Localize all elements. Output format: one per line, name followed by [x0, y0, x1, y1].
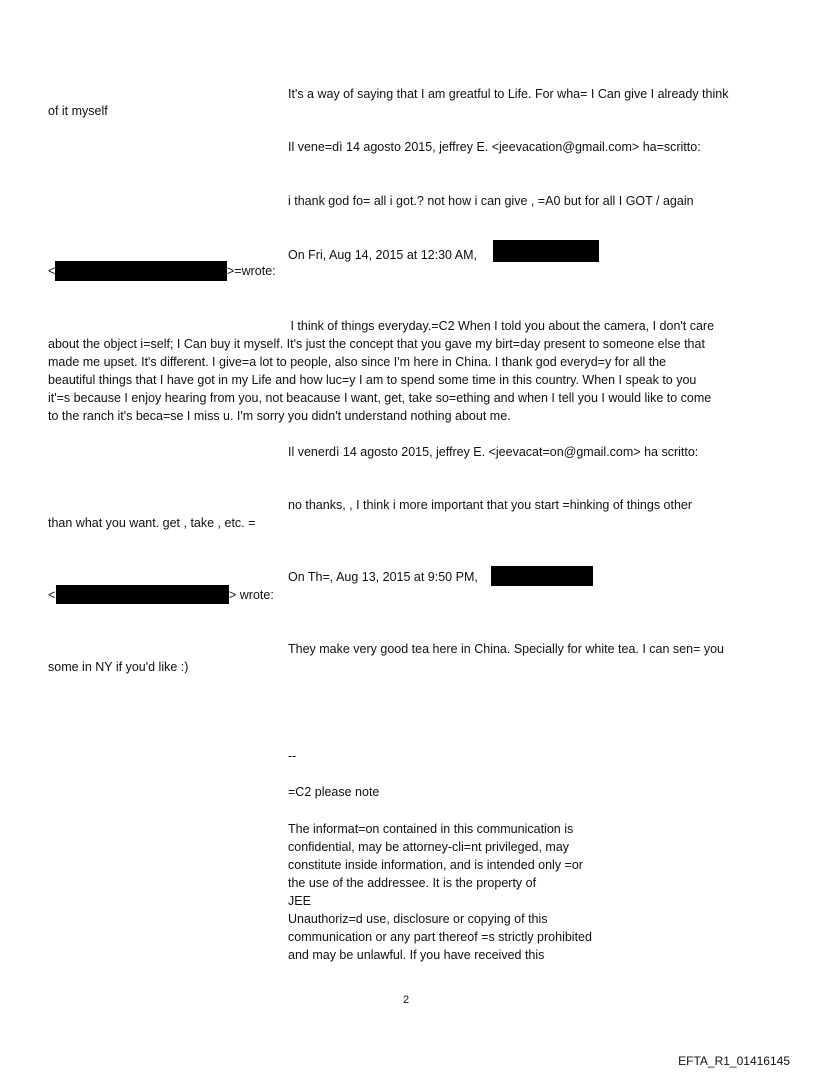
quote-header: On Th=, Aug 13, 2015 at 9:50 PM,: [288, 570, 478, 584]
quoted-message-cont: than what you want. get , take , etc. =: [48, 516, 256, 530]
quote-header: Il venerdì 14 agosto 2015, jeffrey E. <jeevacat=on@gmail.com> ha scritto:: [288, 445, 699, 459]
disclaimer: [288, 820, 648, 964]
quote-header-wrote: >=wrote:: [227, 264, 276, 278]
redaction-box: [56, 585, 229, 604]
signature-note: =C2 please note: [288, 785, 380, 799]
disclaimer-line: the use of the addressee. It is the property of: [288, 876, 537, 890]
quoted-message: They make very good tea here in China. Specially for white tea. I can sen= you: [288, 642, 725, 656]
disclaimer-line: The informat=on contained in this communication is: [288, 822, 574, 836]
page-number: 2: [403, 994, 410, 1006]
quote-header-lt: <: [48, 588, 56, 602]
signature-dash: --: [288, 749, 297, 763]
quote-header: Il vene=dì 14 agosto 2015, jeffrey E. <jeevacation@gmail.com> ha=scritto:: [288, 140, 701, 154]
paragraph-line: beautiful things that I have got in my Life and how luc=y I am to spend some time in this country. When I speak to you: [48, 373, 697, 387]
disclaimer-line: communication or any part thereof =s strictly prohibited: [288, 930, 592, 944]
reply-line: It's a way of saying that I am greatful to Life. For wha= I Can give I already think: [288, 87, 729, 101]
quote-header: On Fri, Aug 14, 2015 at 12:30 AM,: [288, 248, 478, 262]
paragraph-line: I think of things everyday.=C2 When I told you about the camera, I don't care: [287, 319, 715, 333]
quoted-message-cont: some in NY if you'd like :): [48, 660, 189, 674]
paragraph-line: it'=s because I enjoy hearing from you, not beacause I want, get, take so=ething and when I tell you I would like to come: [48, 391, 712, 405]
quote-header-wrote: > wrote:: [229, 588, 274, 602]
disclaimer-line: JEE: [288, 894, 311, 908]
disclaimer-line: and may be unlawful. If you have received this: [288, 948, 545, 962]
paragraph-line: to the ranch it's beca=se I miss u. I'm sorry you didn't understand nothing about me.: [48, 409, 511, 423]
quoted-message: i thank god fo= all i got.? not how i can give , =A0 but for all I GOT / again: [288, 194, 694, 208]
redaction-box: [493, 240, 599, 262]
redaction-box: [55, 261, 227, 281]
paragraph-line: about the object i=self; I Can buy it myself. It's just the concept that you gave my birt=day present to someone else that: [48, 337, 705, 351]
disclaimer-line: confidential, may be attorney-cli=nt privileged, may: [288, 840, 570, 854]
disclaimer-line: constitute inside information, and is intended only =or: [288, 858, 583, 872]
reply-line-cont: of it myself: [48, 104, 108, 118]
quoted-message: no thanks, , I think i more important that you start =hinking of things other: [288, 498, 693, 512]
disclaimer-line: Unauthoriz=d use, disclosure or copying of this: [288, 912, 548, 926]
document-id: EFTA_R1_01416145: [678, 1054, 790, 1068]
redaction-box: [491, 566, 593, 586]
paragraph-line: made me upset. It's different. I give=a lot to people, also since I'm here in China. I thank god everyd=y for all the: [48, 355, 667, 369]
quote-header-lt: <: [48, 264, 56, 278]
